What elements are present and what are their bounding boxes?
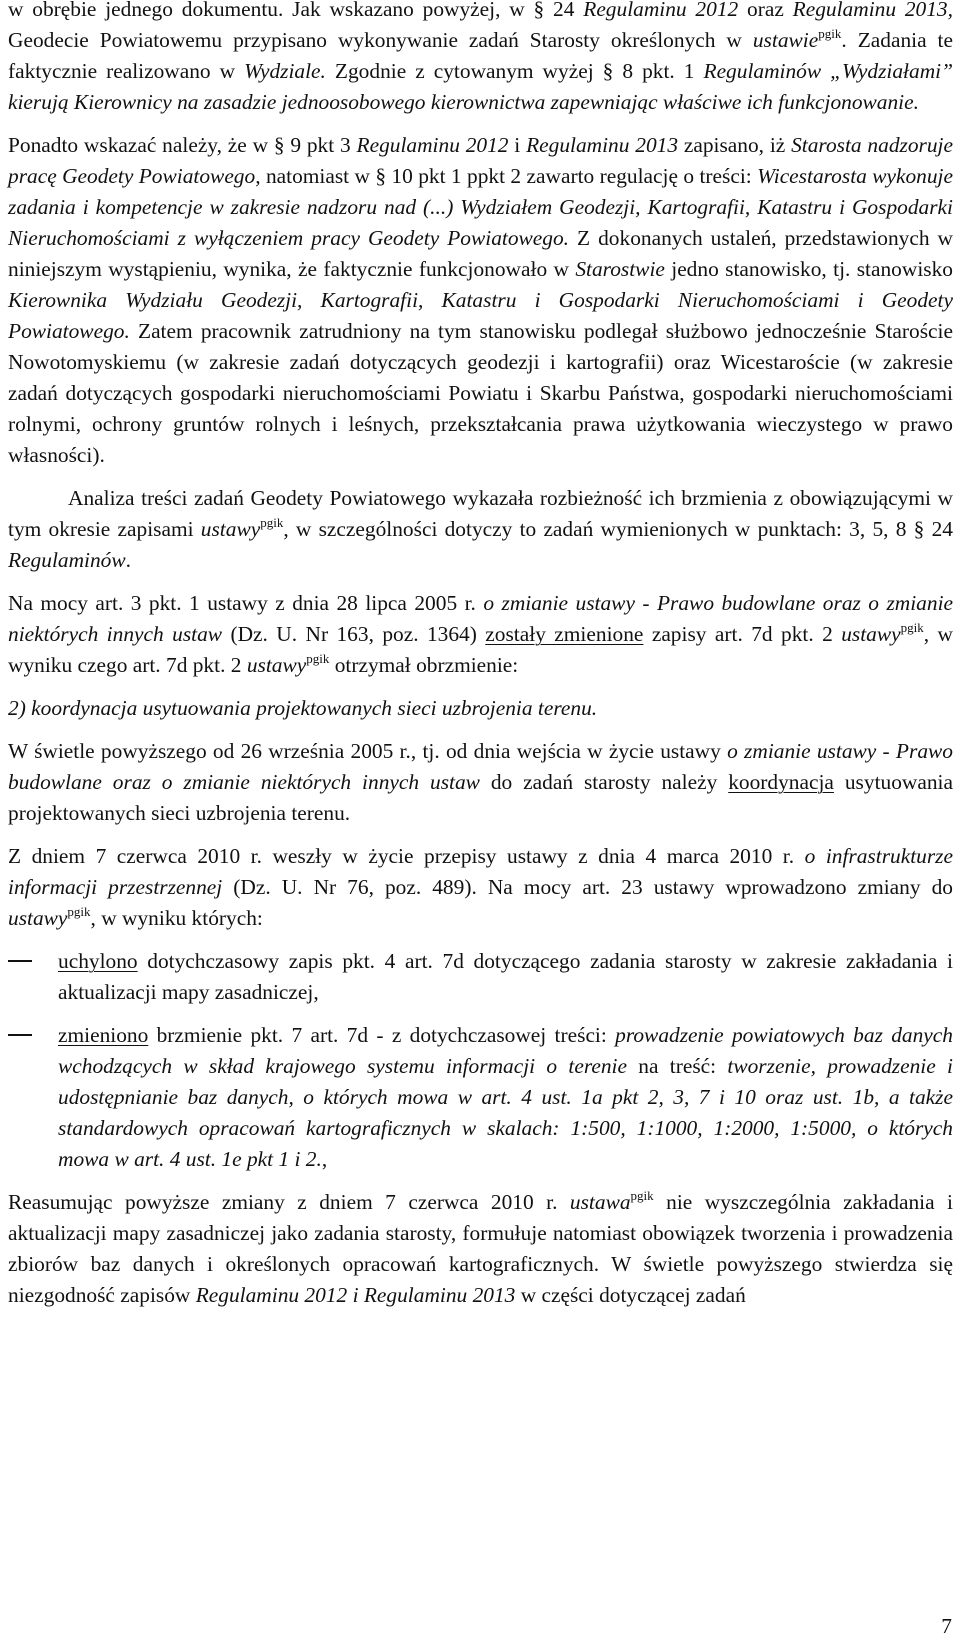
dash-bullet-icon <box>8 960 32 962</box>
paragraph-3: Analiza treści zadań Geodety Powiatowego wykazała rozbieżność ich brzmienia z obowiązującymi w tym okresie zapisami ustawy$^{pgik}$, w szczególności dotyczy to zadań wymienionych w punktach: 3, 5, 8 § 24 Regulaminów. <box>8 486 953 572</box>
list-item: zmieniono brzmienie pkt. 7 art. 7d - z dotychczasowej treści: prowadzenie powiatowych baz danych wchodzących w skład krajowego systemu informacji o terenie na treść: tworzenie, prowadzenie i udostępnianie baz danych, o których mowa w art. 4 ust. 1a pkt 2, 3, 7 i 10 oraz ust. 1b, a także standardowych opracowań kartograficznych w skalach: 1:500, 1:1000, 1:2000, 1:5000, o których mowa w art. 4 ust. 1e pkt 1 i 2., <box>8 1020 953 1175</box>
changes-list <box>8 946 953 1175</box>
document-body <box>8 0 953 1311</box>
page-number: 7 <box>941 1614 952 1638</box>
quoted-provision: 2) koordynacja usytuowania projektowanych sieci uzbrojenia terenu. <box>8 696 598 720</box>
paragraph-1: w obrębie jednego dokumentu. Jak wskazano powyżej, w § 24 Regulaminu 2012 oraz Regulaminu 2013, Geodecie Powiatowemu przypisano wykonywanie zadań Starosty określonych w ustawie$^{pgik}$. Zadania te faktycznie realizowano w Wydziale. Zgodnie z cytowanym wyżej § 8 pkt. 1 Regulaminów „Wydziałami” kierują Kierownicy na zasadzie jednoosobowego kierownictwa zapewniając właściwe ich funkcjonowanie. <box>8 0 953 114</box>
paragraph-6: Z dniem 7 czerwca 2010 r. weszły w życie przepisy ustawy z dnia 4 marca 2010 r. o infrastrukturze informacji przestrzennej (Dz. U. Nr 76, poz. 489). Na mocy art. 23 ustawy wprowadzono zmiany do ustawy$^{pgik}$, w wyniku których: <box>8 844 953 930</box>
paragraph-2: Ponadto wskazać należy, że w § 9 pkt 3 Regulaminu 2012 i Regulaminu 2013 zapisano, iż Starosta nadzoruje pracę Geodety Powiatowego, natomiast w § 10 pkt 1 ppkt 2 zawarto regulację o treści: Wicestarosta wykonuje zadania i kompetencje w zakresie nadzoru nad (...) Wydziałem Geodezji, Kartografii, Katastru i Gospodarki Nieruchomościami z wyłączeniem pracy Geodety Powiatowego. Z dokonanych ustaleń, przedstawionych w niniejszym wystąpieniu, wynika, że faktycznie funkcjonowało w Starostwie jedno stanowisko, tj. stanowisko Kierownika Wydziału Geodezji, Kartografii, Katastru i Gospodarki Nieruchomościami i Geodety Powiatowego. Zatem pracownik zatrudniony na tym stanowisku podlegał służbowo jednocześnie Staroście Nowotomyskiemu (w zakresie zadań dotyczących geodezji i kartografii) oraz Wicestaroście (w zakresie zadań dotyczących gospodarki nieruchomościami Powiatu i Skarbu Państwa, gospodarki nieruchomościami rolnymi, ochrony gruntów rolnych i leśnych, przekształcania prawa użytkowania wieczystego w prawo własności). <box>8 133 953 467</box>
list-item: uchylono dotychczasowy zapis pkt. 4 art. 7d dotyczącego zadania starosty w zakresie zakładania i aktualizacji mapy zasadniczej, <box>8 946 953 1008</box>
paragraph-4: Na mocy art. 3 pkt. 1 ustawy z dnia 28 lipca 2005 r. o zmianie ustawy - Prawo budowlane oraz o zmianie niektórych innych ustaw (Dz. U. Nr 163, poz. 1364) zostały zmienione zapisy art. 7d pkt. 2 ustawy$^{pgik}$, w wyniku czego art. 7d pkt. 2 ustawy$^{pgik}$ otrzymał obrzmienie: <box>8 591 954 677</box>
paragraph-5: W świetle powyższego od 26 września 2005 r., tj. od dnia wejścia w życie ustawy o zmianie ustawy - Prawo budowlane oraz o zmianie niektórych innych ustaw do zadań starosty należy koordynacja usytuowania projektowanych sieci uzbrojenia terenu. <box>8 739 953 825</box>
dash-bullet-icon <box>8 1034 32 1036</box>
paragraph-7: Reasumując powyższe zmiany z dniem 7 czerwca 2010 r. ustawa$^{pgik}$ nie wyszczególnia zakładania i aktualizacji mapy zasadniczej jako zadania starosty, formułuje natomiast obowiązek tworzenia i prowadzenia zbiorów baz danych i określonych opracowań kartograficznych. W świetle powyższego stwierdza się niezgodność zapisów Regulaminu 2012 i Regulaminu 2013 w części dotyczącej zadań <box>8 1188 953 1307</box>
